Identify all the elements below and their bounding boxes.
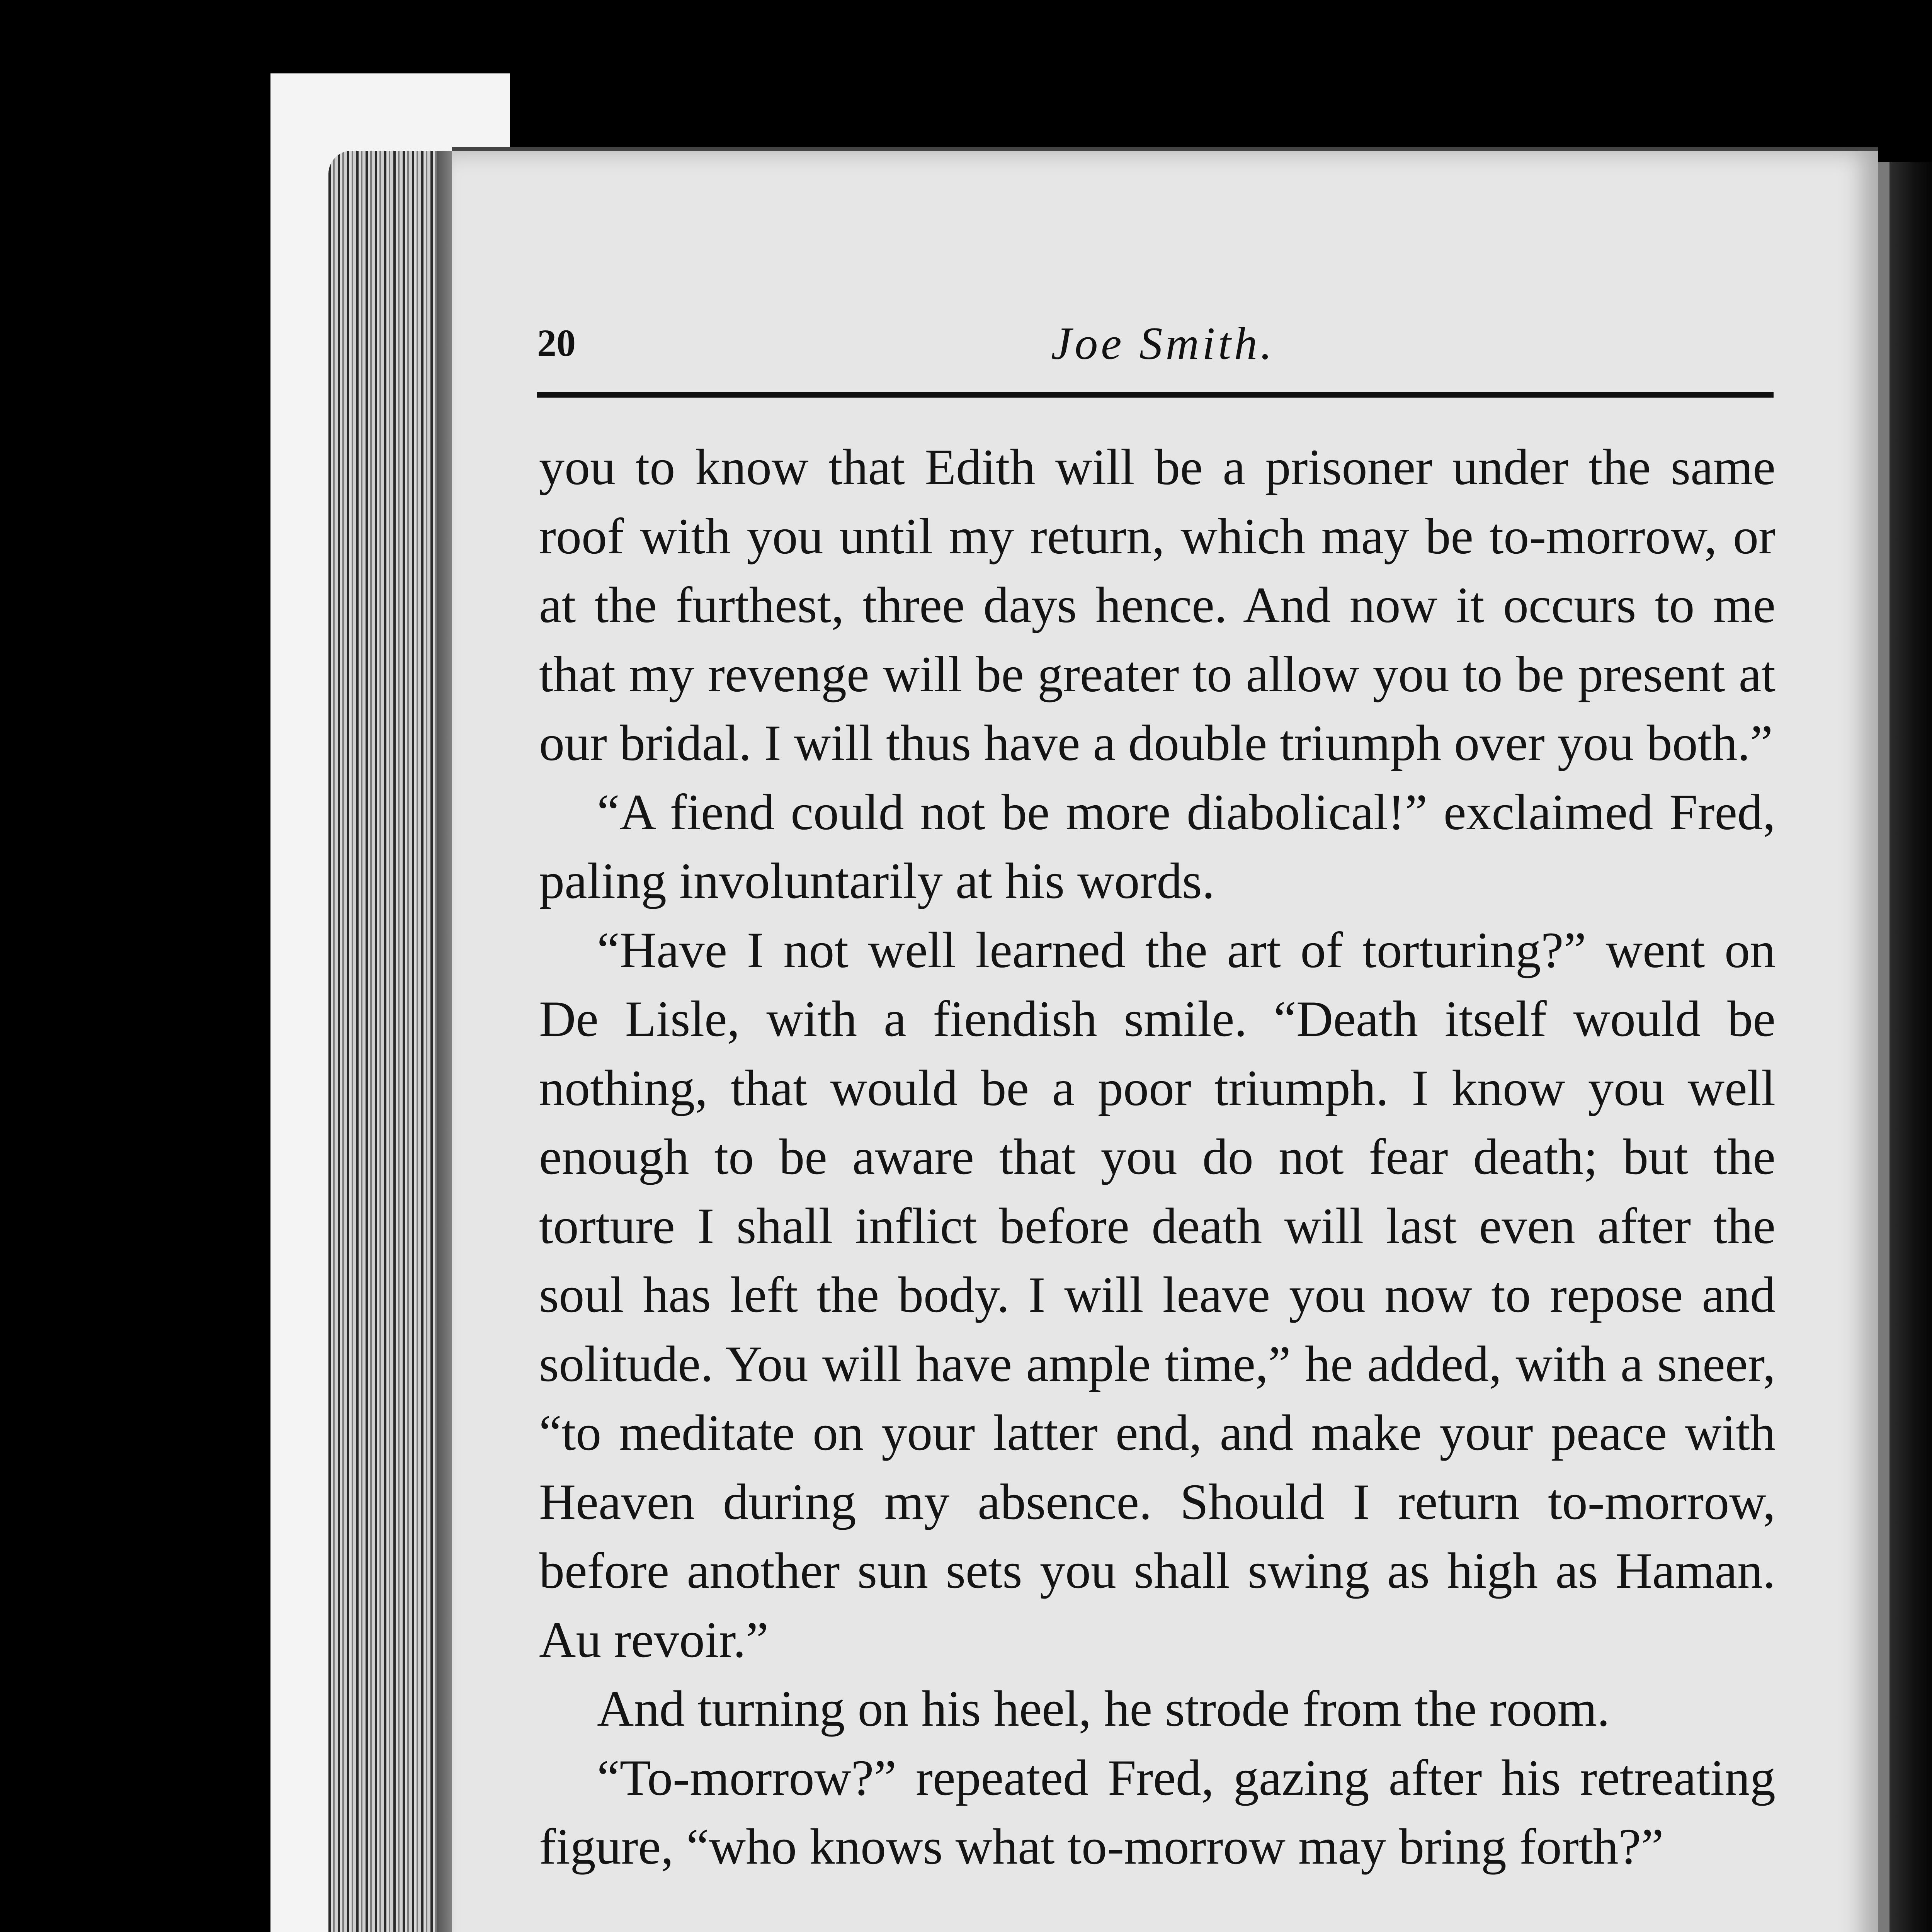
paragraph: “Have I not well learned the art of torturing?” went on De Lisle, with a fiendish smile. “Death itself would be nothing, that would be a poor triumph. I know you well enough to be aware that you do not fear death; but the torture I shall inflict before death will last even after the soul has left the body. I will leave you now to repose and solitude. You will have ample time,” he added, with a sneer, “to meditate on your latter end, and make your peace with Heaven during my absence. Should I return to-morrow, before another sun sets you shall swing as high as Haman. Au revoir.” bbox=[539, 921, 1776, 1668]
paragraph: “To-morrow?” repeated Fred, gazing after his retreating figure, “who knows what to-morrow may bring forth?” bbox=[539, 1749, 1776, 1875]
running-head bbox=[537, 317, 1774, 379]
paragraph: And turning on his heel, he strode from the room. bbox=[597, 1680, 1610, 1737]
body-text bbox=[539, 433, 1776, 1881]
page-number: 20 bbox=[537, 321, 576, 364]
right-gutter-edge bbox=[1878, 162, 1889, 1932]
paragraph: “A fiend could not be more diabolical!” exclaimed Fred, paling involuntarily at his words. bbox=[539, 783, 1776, 909]
running-title: Joe Smith. bbox=[1051, 318, 1275, 369]
paragraph: you to know that Edith will be a prisoner under the same roof with you until my return, which may be to-morrow, or at the furthest, three days hence. And now it occurs to me that my revenge will be greater to allow you to be present at our bridal. I will thus have a double triumph over you both.” bbox=[539, 439, 1776, 771]
header-rule bbox=[537, 392, 1774, 398]
